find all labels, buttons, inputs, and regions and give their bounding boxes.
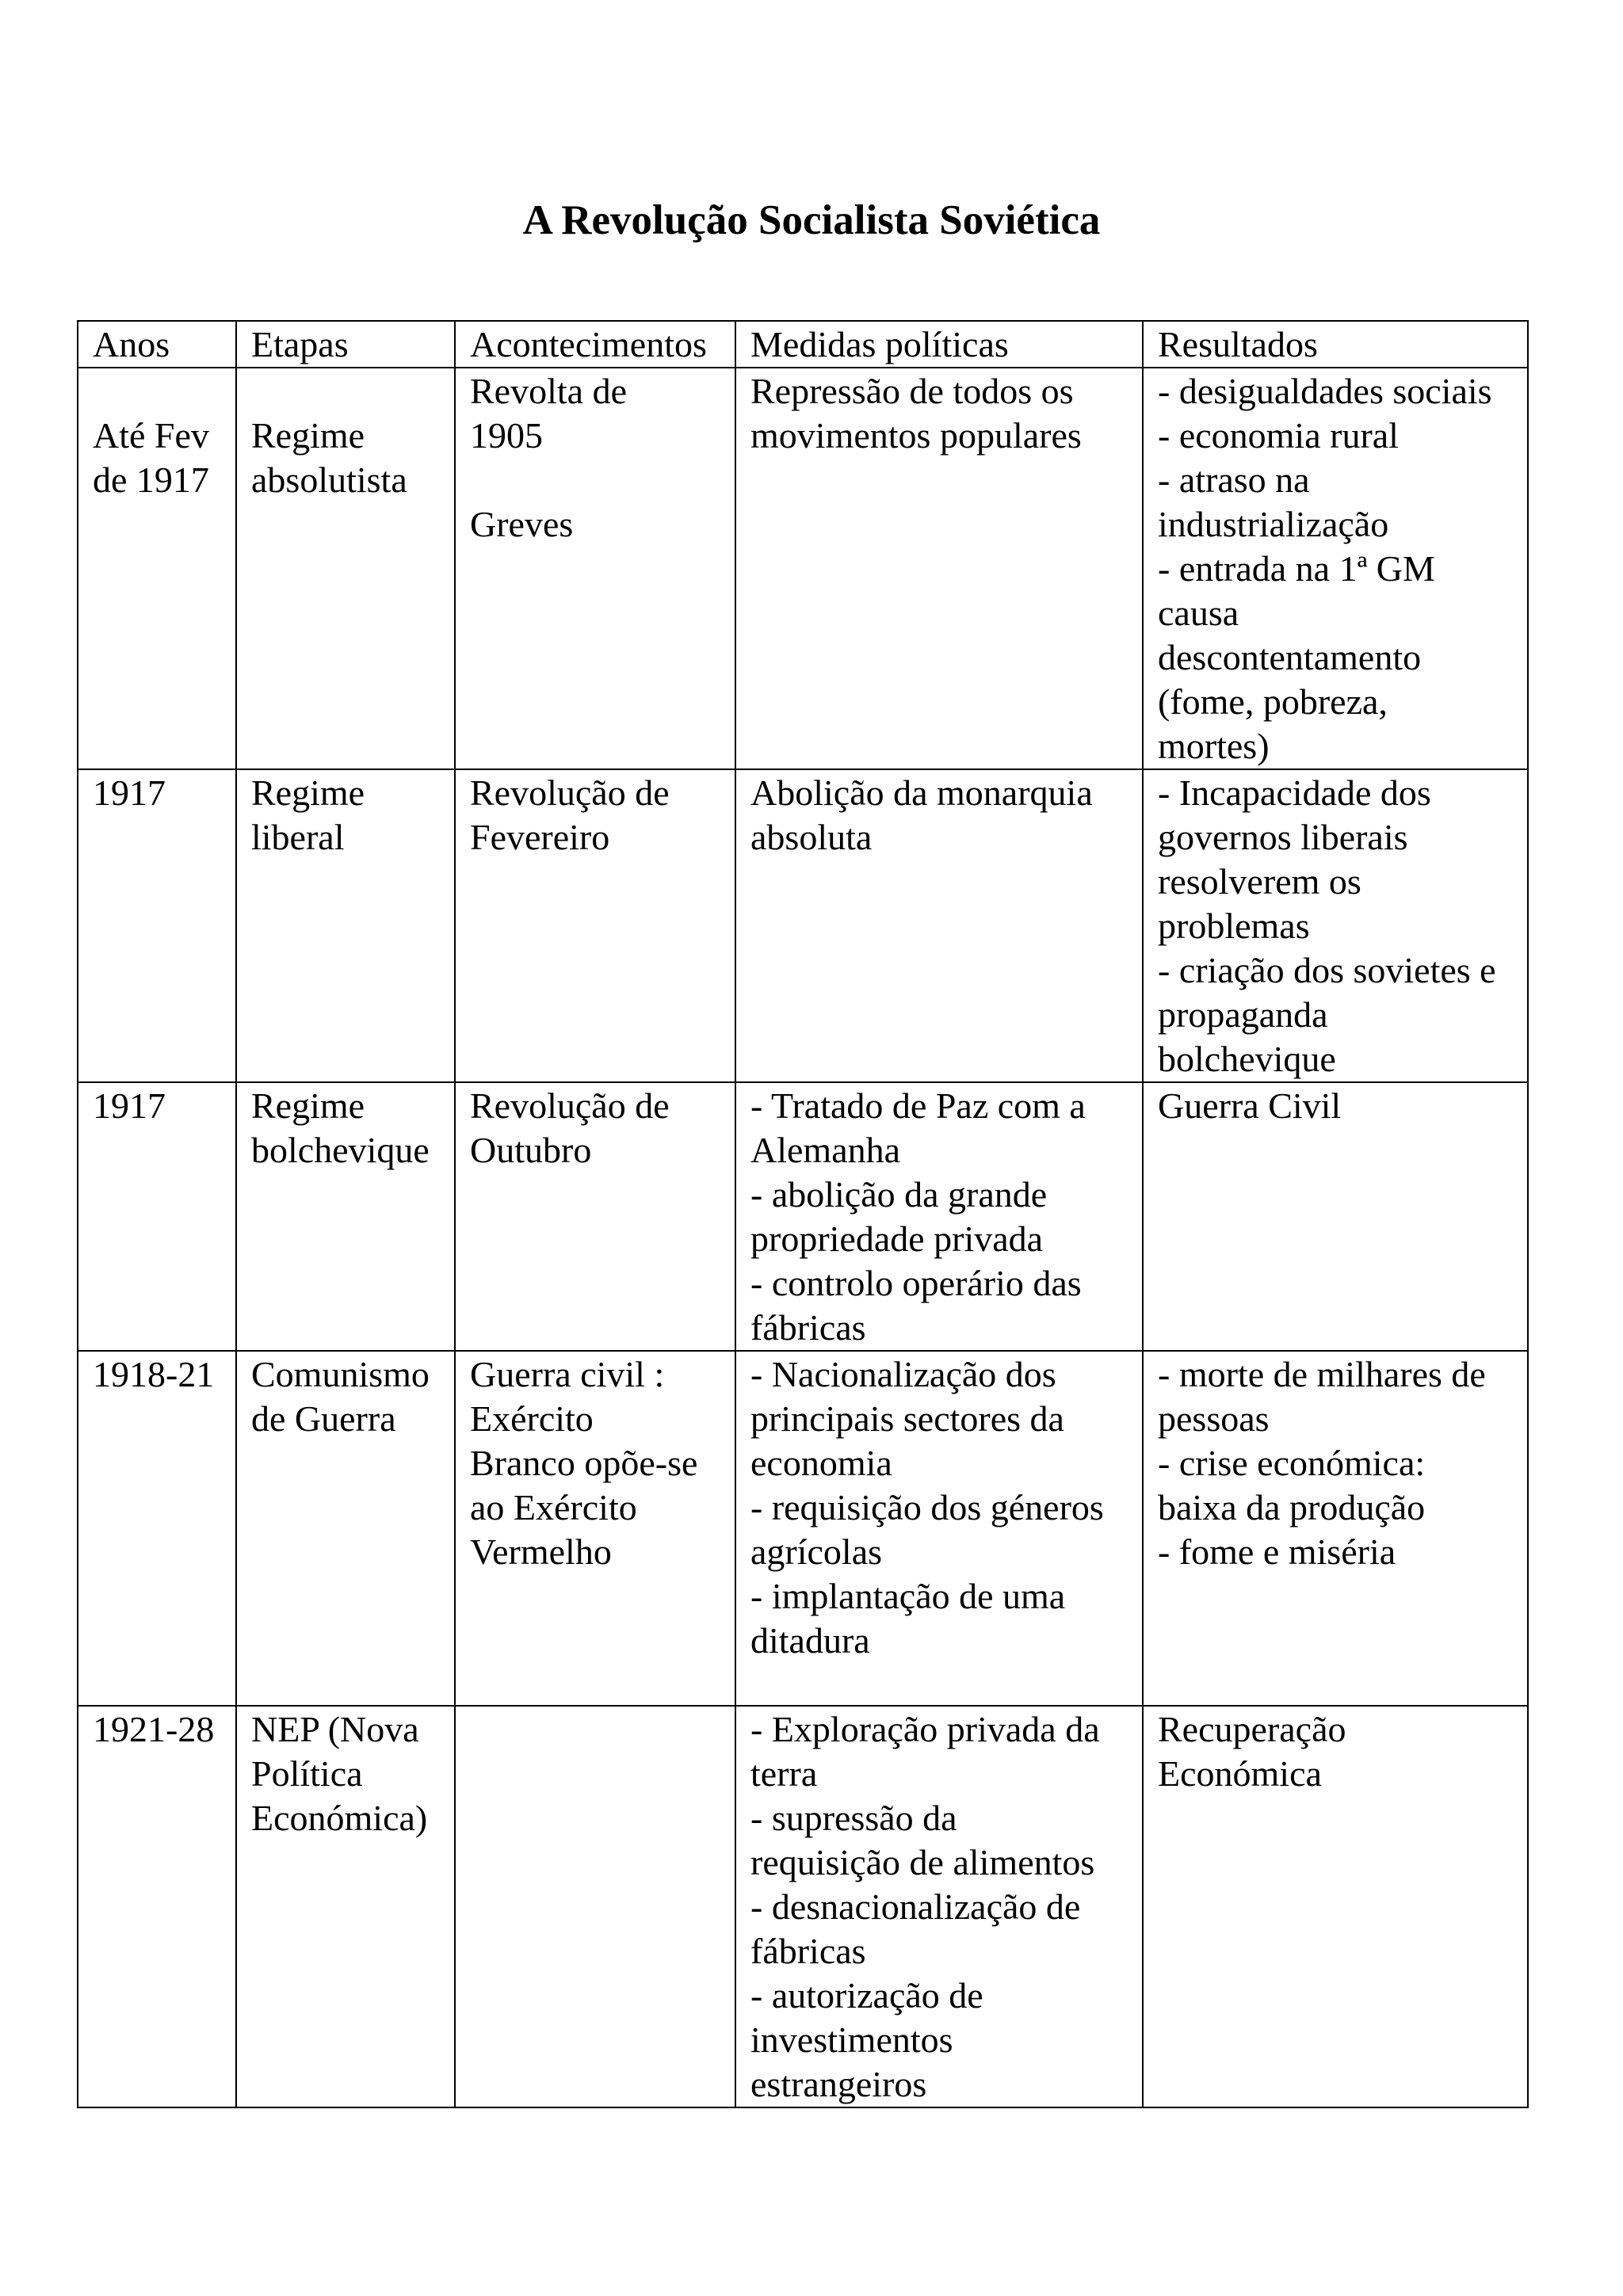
cell-line: - desigualdades sociais (1158, 371, 1492, 411)
cell-line: absolutista (251, 460, 407, 500)
cell-line: - implantação de uma (750, 1576, 1066, 1616)
table-row (78, 769, 1528, 1082)
cell-line: liberal (251, 817, 345, 857)
cell-line: - Incapacidade dos (1158, 772, 1431, 813)
table-header-row (78, 321, 1528, 368)
cell-line: - atraso na (1158, 460, 1310, 500)
cell-line: Comunismo (251, 1354, 430, 1394)
cell-line: - Nacionalização dos (750, 1354, 1056, 1394)
cell-line: - abolição da grande (750, 1174, 1048, 1215)
page-title: A Revolução Socialista Soviética (522, 197, 1101, 243)
cell-anos (78, 769, 236, 1082)
cell-etapas (236, 1351, 455, 1706)
table-row (78, 1351, 1528, 1706)
cell-line: governos liberais (1158, 817, 1408, 857)
cell-etapas (236, 368, 455, 769)
cell-line: Regime (251, 415, 365, 456)
cell-line: - economia rural (1158, 415, 1399, 456)
cell-acontecimentos (455, 1351, 735, 1706)
cell-line: - autorização de (750, 1975, 983, 2016)
cell-line: economia (750, 1443, 892, 1483)
cell-medidas-politicas (735, 769, 1143, 1082)
cell-line: ao Exército (470, 1487, 637, 1527)
cell-line: - entrada na 1ª GM (1158, 548, 1435, 589)
cell-line: industrialização (1158, 504, 1389, 544)
cell-line: fábricas (750, 1931, 866, 1971)
cell-line: principais sectores da (750, 1398, 1064, 1439)
cell-line: de Guerra (251, 1398, 396, 1439)
table-row (78, 1082, 1528, 1351)
cell-line: - Tratado de Paz com a (750, 1085, 1086, 1126)
table-row (78, 368, 1528, 769)
cell-resultados (1143, 1082, 1528, 1351)
cell-line: Fevereiro (470, 817, 610, 857)
header-etapas: Etapas (236, 321, 455, 368)
cell-anos (78, 1351, 236, 1706)
cell-line: Abolição da monarquia (750, 772, 1093, 813)
cell-acontecimentos (455, 368, 735, 769)
cell-etapas (236, 769, 455, 1082)
cell-acontecimentos (455, 1706, 735, 2107)
cell-line: pessoas (1158, 1398, 1270, 1439)
cell-line: requisição de alimentos (750, 1842, 1095, 1882)
cell-line: Repressão de todos os (750, 371, 1074, 411)
cell-line: - supressão da (750, 1798, 957, 1838)
cell-line: - controlo operário das (750, 1263, 1082, 1303)
cell-line: propriedade privada (750, 1219, 1044, 1259)
cell-line: 1917 (93, 1085, 166, 1126)
cell-line: - Exploração privada da (750, 1709, 1100, 1749)
cell-line: Regime (251, 772, 365, 813)
cell-anos (78, 1706, 236, 2107)
cell-line: bolchevique (251, 1130, 430, 1170)
revolution-table (77, 320, 1529, 2108)
cell-etapas (236, 1706, 455, 2107)
cell-acontecimentos (455, 769, 735, 1082)
cell-medidas-politicas (735, 1351, 1143, 1706)
cell-line: Recuperação (1158, 1709, 1346, 1749)
cell-resultados (1143, 769, 1528, 1082)
header-resultados: Resultados (1143, 321, 1528, 368)
cell-line: - criação dos sovietes e (1158, 950, 1496, 990)
cell-line: descontentamento (1158, 637, 1422, 677)
cell-line: 1918-21 (93, 1354, 215, 1394)
cell-medidas-politicas (735, 1082, 1143, 1351)
cell-line: estrangeiros (750, 2064, 927, 2104)
cell-line: Revolução de (470, 772, 670, 813)
cell-line: causa (1158, 593, 1239, 633)
cell-line: Económica (1158, 1753, 1322, 1794)
cell-line: - morte de milhares de (1158, 1354, 1486, 1394)
cell-etapas (236, 1082, 455, 1351)
header-anos: Anos (78, 321, 236, 368)
cell-line: resolverem os (1158, 861, 1361, 902)
cell-line: NEP (Nova (251, 1709, 419, 1749)
cell-line: Revolta de (470, 371, 627, 411)
cell-line: Guerra Civil (1158, 1085, 1342, 1126)
cell-line: Política (251, 1753, 363, 1794)
cell-line: ditadura (750, 1620, 870, 1661)
cell-line: fábricas (750, 1307, 866, 1348)
cell-line: Alemanha (750, 1130, 901, 1170)
cell-line: 1905 (470, 415, 543, 456)
cell-line: de 1917 (93, 460, 209, 500)
header-medidas-politicas: Medidas políticas (735, 321, 1143, 368)
cell-line: Branco opõe-se (470, 1443, 698, 1483)
cell-resultados (1143, 1351, 1528, 1706)
cell-line: 1921-28 (93, 1709, 215, 1749)
cell-line: investimentos (750, 2019, 953, 2060)
cell-line: mortes) (1158, 726, 1270, 766)
cell-line: (fome, pobreza, (1158, 681, 1388, 722)
cell-anos (78, 1082, 236, 1351)
cell-line: agrícolas (750, 1531, 883, 1572)
header-acontecimentos: Acontecimentos (455, 321, 735, 368)
cell-line: Revolução de (470, 1085, 670, 1126)
cell-line: movimentos populares (750, 415, 1082, 456)
cell-line: terra (750, 1753, 818, 1794)
cell-line: Vermelho (470, 1531, 612, 1572)
cell-line: - fome e miséria (1158, 1531, 1396, 1572)
table-row (78, 1706, 1528, 2107)
cell-acontecimentos (455, 1082, 735, 1351)
cell-line: absoluta (750, 817, 873, 857)
cell-line: - requisição dos géneros (750, 1487, 1104, 1527)
cell-medidas-politicas (735, 1706, 1143, 2107)
cell-line: - desnacionalização de (750, 1886, 1081, 1927)
cell-line: Exército (470, 1398, 594, 1439)
cell-line: 1917 (93, 772, 166, 813)
cell-line: Económica) (251, 1798, 428, 1838)
cell-line: problemas (1158, 906, 1310, 946)
cell-line: Até Fev (93, 415, 209, 456)
cell-anos (78, 368, 236, 769)
cell-line: baixa da produção (1158, 1487, 1426, 1527)
cell-line: Greves (470, 504, 574, 544)
cell-resultados (1143, 368, 1528, 769)
cell-line: Guerra civil : (470, 1354, 665, 1394)
cell-resultados (1143, 1706, 1528, 2107)
cell-medidas-politicas (735, 368, 1143, 769)
cell-line: Regime (251, 1085, 365, 1126)
cell-line: propaganda (1158, 994, 1328, 1035)
cell-line: bolchevique (1158, 1039, 1336, 1079)
cell-line: - crise económica: (1158, 1443, 1426, 1483)
cell-line: Outubro (470, 1130, 592, 1170)
